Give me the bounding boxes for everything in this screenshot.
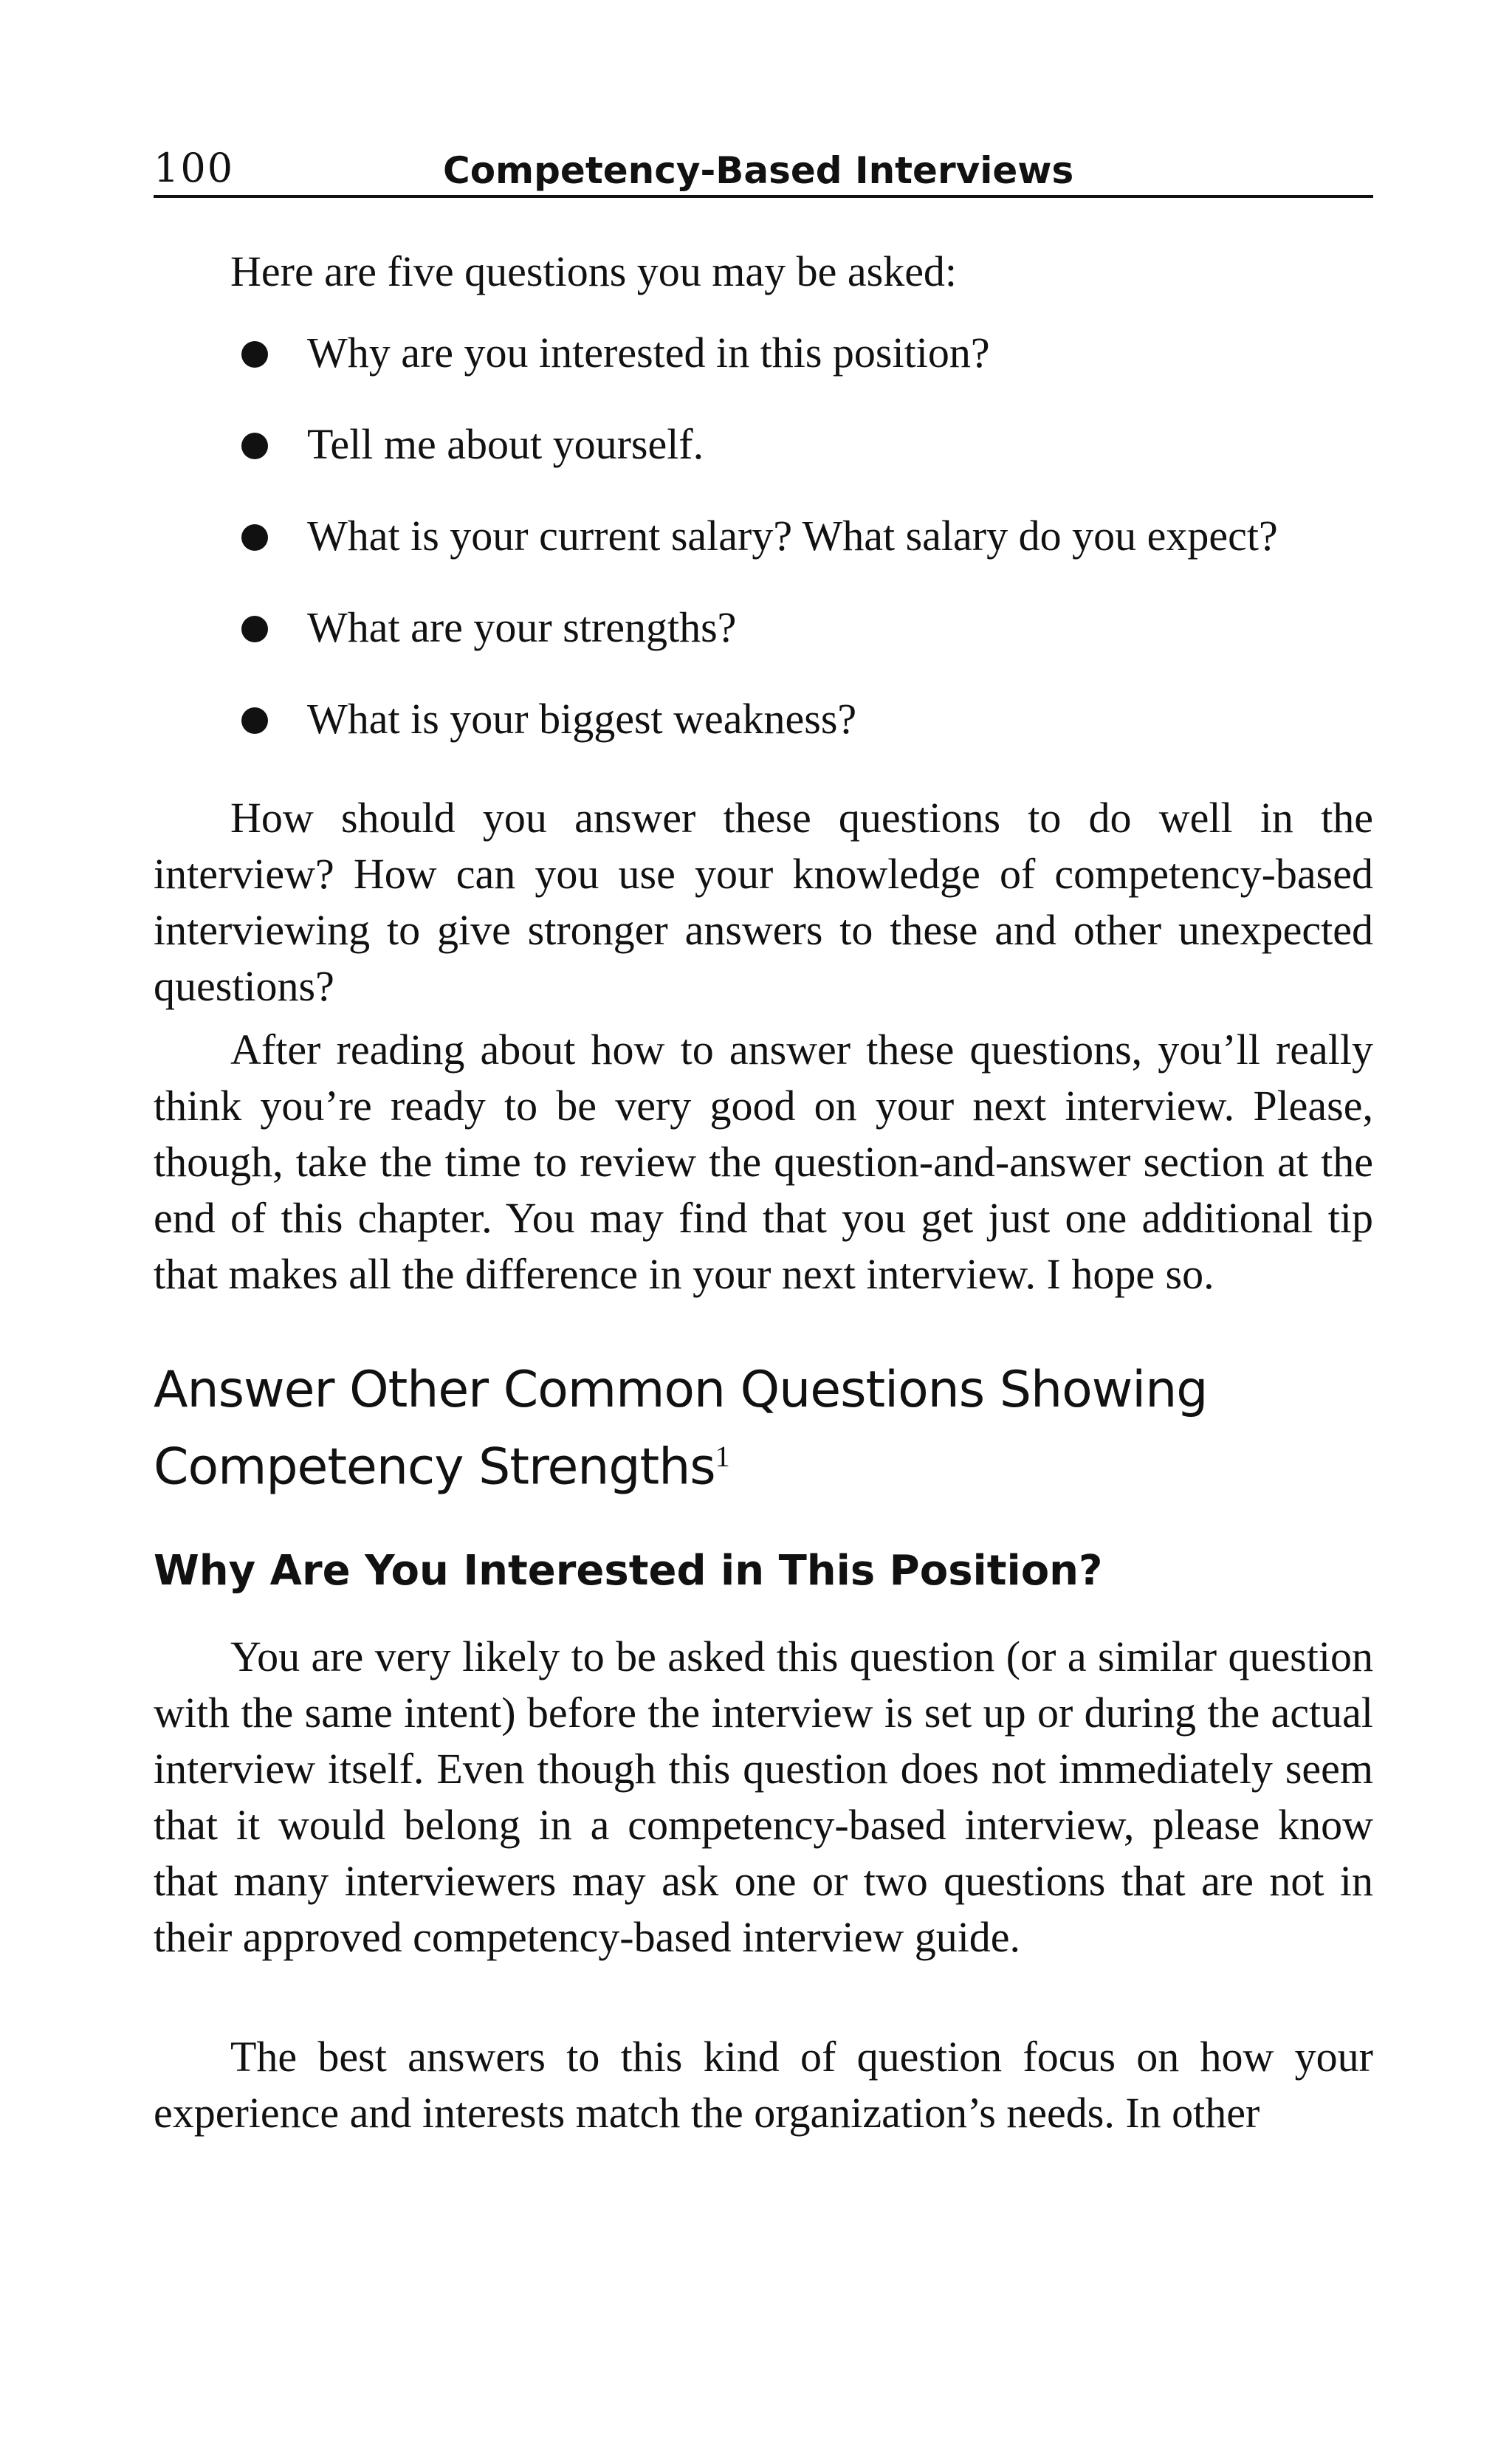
paragraph-best-answers: The best answers to this kind of question focus on how your experience and interests match the organization’s needs. In other	[154, 2033, 1373, 2137]
bullet-icon	[241, 524, 268, 551]
question-text: What is your biggest weakness?	[307, 695, 857, 743]
bullet-icon	[241, 433, 268, 459]
section-heading-text: Answer Other Common Questions Showing Competency Strengths	[154, 1361, 1208, 1497]
list-item	[236, 508, 1388, 600]
list-item	[236, 416, 1388, 508]
paragraph-interest-question: You are very likely to be asked this question (or a similar question with the same intent) before the interview is set up or during the actual interview itself. Even though this question does not immediately seem that it would belong in a competency-based interview, please know that many interviewers may ask one or two questions that are not in their approved competency-based interview guide.	[154, 1632, 1373, 1961]
bullet-icon	[241, 707, 268, 734]
section-heading	[154, 1357, 1373, 1501]
list-item	[236, 691, 1388, 783]
list-item	[236, 600, 1388, 691]
page-number: 100	[154, 145, 235, 191]
list-item	[236, 325, 1388, 416]
footnote-marker: 1	[715, 1440, 729, 1473]
running-title: Competency-Based Interviews	[443, 149, 1074, 192]
question-text: What are your strengths?	[307, 603, 737, 651]
question-text: Tell me about yourself.	[307, 420, 704, 468]
bullet-icon	[241, 341, 268, 368]
intro-paragraph: Here are five questions you may be asked:	[230, 247, 958, 295]
bullet-icon	[241, 616, 268, 642]
running-head	[154, 142, 1373, 198]
question-text: Why are you interested in this position?	[307, 329, 990, 377]
paragraph-review-section: After reading about how to answer these questions, you’ll really think you’re ready to be very good on your next interview. Please, though, take the time to review the question-and-answer section at the end of this chapter. You may find that you get just one additional tip that makes all the difference in your next interview. I hope so.	[154, 1026, 1373, 1298]
sub-heading: Why Are You Interested in This Position?	[154, 1547, 1103, 1595]
paragraph-answer-questions: How should you answer these questions to do well in the interview? How can you use your knowledge of competency-based interviewing to give stronger answers to these and other unexpected questions?	[154, 794, 1373, 1010]
question-text: What is your current salary? What salary do you expect?	[307, 512, 1278, 560]
question-list	[236, 325, 1388, 783]
